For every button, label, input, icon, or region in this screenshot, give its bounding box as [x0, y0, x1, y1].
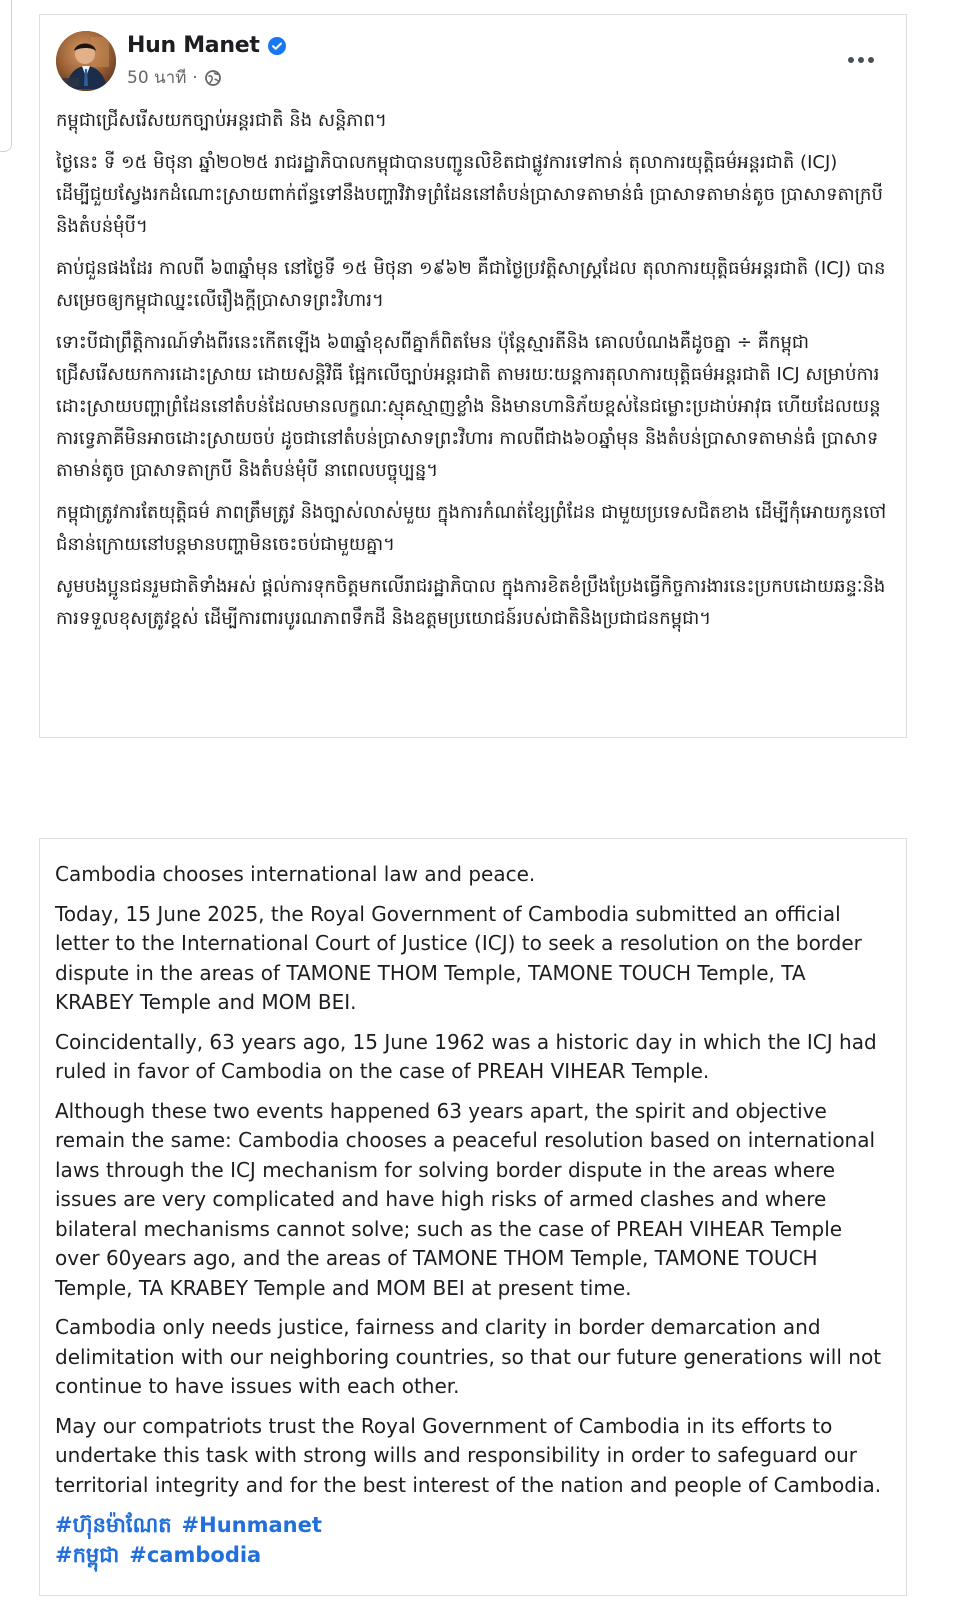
verified-badge-icon: [268, 37, 286, 55]
meta-separator: ·: [192, 68, 198, 88]
globe-icon: [204, 69, 222, 87]
khmer-paragraph-submission: ថ្ងៃនេះ ទី ១៥ មិថុនា ឆ្នាំ២០២៥ រាជរដ្ឋាភិបាលកម្ពុជាបានបញ្ជូនលិខិតជាផ្លូវការទៅកាន់ តុលាការយុត្តិធម៌អន្តរជាតិ (ICJ) ដើម្បីជួយស្វែងរកដំណោះស្រាយពាក់ព័ន្ធទៅនឹងបញ្ហាវិវាទព្រំដែននៅតំបន់ប្រាសាទតាមាន់ធំ ប្រាសាទតាមាន់តូច ប្រាសាទតាក្របី និងតំបន់មុំបី។: [56, 152, 883, 237]
english-paragraph-title: Cambodia chooses international law and peace.: [55, 862, 536, 886]
english-paragraph-objective: Although these two events happened 63 years apart, the spirit and objective remain the same: Cambodia chooses a peaceful resolution based on international laws through the ICJ mechanism for solving border dispute in the areas where issues are very complicated and have high risks of armed clashes and where bilateral mechanisms cannot solve; such as the case of PREAH VIHEAR Temple over 60years ago, and the areas of TAMONE THOM Temple, TAMONE TOUCH Temple, TA KRABEY Temple and MOM BEI at present time.: [55, 1098, 876, 1300]
more-horizontal-icon: [846, 56, 876, 64]
english-paragraph-history: Coincidentally, 63 years ago, 15 June 1962 was a historic day in which the ICJ had ruled in favor of Cambodia on the case of PREAH VIHEAR Temple.: [55, 1029, 877, 1083]
khmer-paragraph-appeal: សូមបងប្អូនជនរួមជាតិទាំងអស់ ផ្តល់ការទុកចិត្តមកលើរាជរដ្ឋាភិបាល ក្នុងការខិតខំប្រឹងប្រែងធ្វើកិច្ចការងារនេះប្រកបដោយឆន្ទៈនិងការទទួលខុសត្រូវខ្ពស់ ដើម្បីការពារបូរណភាពទឹកដី និងឧត្តមប្រយោជន៍របស់ជាតិនិងប្រជាជនកម្ពុជា។: [56, 576, 886, 629]
hashtag-hunmanet[interactable]: #Hunmanet: [181, 1513, 322, 1537]
english-paragraph-submission: Today, 15 June 2025, the Royal Government of Cambodia submitted an official letter to the International Court of Justice (ICJ) to seek a resolution on the border dispute in the areas of TAMONE THOM Temple, TAMONE TOUCH Temple, TA KRABEY Temple and MOM BEI.: [55, 901, 862, 1014]
hashtags: [55, 1510, 887, 1570]
khmer-paragraph-objective: ទោះបីជាព្រឹត្តិការណ៍ទាំងពីរនេះកើតឡើង ៦៣ឆ្នាំខុសពីគ្នាក៏ពិតមែន ប៉ុន្តែស្មារតីនិង គោលបំណងគឺដូចគ្នា ÷ គឺកម្ពុជាជ្រើសរើសយកការដោះស្រាយ ដោយសន្តិវិធី ផ្អែកលើច្បាប់អន្តរជាតិ តាមរយៈយន្តការតុលាការយុត្តិធម៌អន្តរជាតិ ICJ សម្រាប់ការដោះស្រាយបញ្ហាព្រំដែននៅតំបន់ដែលមានលក្ខណៈស្មុគស្មាញខ្លាំង និងមានហានិភ័យខ្ពស់នៃជម្លោះប្រដាប់អាវុធ ហើយដែលយន្តការទ្វេភាគីមិនអាចដោះស្រាយចប់ ដូចជានៅតំបន់ប្រាសាទព្រះវិហារ កាលពីជាង៦០ឆ្នាំមុន និងតំបន់ប្រាសាទតាមាន់ធំ ប្រាសាទតាមាន់តូច ប្រាសាទតាក្របី និងតំបន់មុំបី នាពេលបច្ចុប្បន្ន។: [56, 332, 881, 481]
hashtag-cambodia[interactable]: #cambodia: [129, 1543, 262, 1567]
khmer-post-body: [56, 105, 898, 645]
hashtag-line: [55, 1540, 887, 1570]
more-options-button[interactable]: [844, 43, 878, 77]
left-edge-mark: [0, 0, 12, 152]
hashtag-hun-manet-khmer[interactable]: #ហ៊ុនម៉ាណែត: [55, 1513, 172, 1537]
author-row: [127, 32, 286, 60]
post-header: [40, 15, 906, 111]
english-paragraph-appeal: May our compatriots trust the Royal Government of Cambodia in its efforts to undertake this task with strong wills and responsibility in order to safeguard our territorial integrity and for the best interest of the nation and people of Cambodia.: [55, 1413, 882, 1497]
khmer-paragraph-title: កម្ពុជាជ្រើសរើសយកច្បាប់អន្តរជាតិ និង សន្តិភាព។: [56, 110, 387, 131]
english-post-card: [39, 838, 907, 1596]
avatar[interactable]: [56, 31, 116, 91]
english-post-body: [55, 860, 887, 1570]
hashtag-line: [55, 1510, 887, 1540]
khmer-post-card: [39, 14, 907, 738]
hashtag-cambodia-khmer[interactable]: #កម្ពុជា: [55, 1543, 120, 1567]
author-name[interactable]: Hun Manet: [127, 33, 260, 58]
english-paragraph-justice: Cambodia only needs justice, fairness and clarity in border demarcation and delimitation with our neighboring countries, so that our future generations will not continue to have issues with each other.: [55, 1315, 882, 1398]
post-time[interactable]: 50 นาที: [127, 68, 187, 88]
khmer-paragraph-history: គាប់ជួនផងដែរ កាលពី ៦៣ឆ្នាំមុន នៅថ្ងៃទី ១៥ មិថុនា ១៩៦២ គឺជាថ្ងៃប្រវត្តិសាស្ត្រដែល តុលាការយុត្តិធម៌អន្តរជាតិ (ICJ) បានសម្រេចឲ្យកម្ពុជាឈ្នះលើរឿងក្តីប្រាសាទព្រះវិហារ។: [56, 258, 886, 311]
post-meta-row: [127, 67, 222, 89]
khmer-paragraph-justice: កម្ពុជាត្រូវការតែយុត្តិធម៌ ភាពត្រឹមត្រូវ និងច្បាស់លាស់មួយ ក្នុងការកំណត់ខ្សែព្រំដែន ជាមួយប្រទេសជិតខាង ដើម្បីកុំអោយកូនចៅជំនាន់ក្រោយនៅបន្តមានបញ្ហាមិនចេះចប់ជាមួយគ្នា។: [56, 502, 887, 555]
